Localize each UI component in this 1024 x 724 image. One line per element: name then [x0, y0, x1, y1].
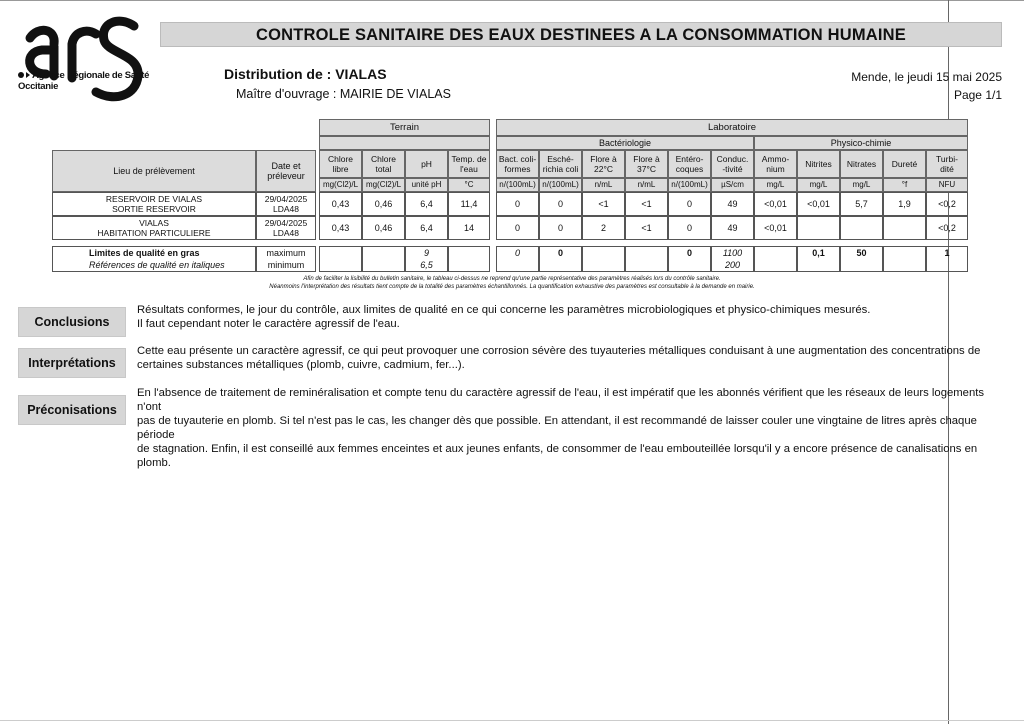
- row-0-val-7-text: <1: [641, 199, 652, 209]
- row-1-val-6-text: 2: [600, 223, 606, 233]
- max-val-12-text: 50: [856, 248, 867, 258]
- param-name-4: [496, 150, 539, 178]
- interpretations-text: Cette eau présente un caractère agressif, ce qui peut provoquer une corrosion sévère des tuyauteries métalliques conduisant à une augmentation des concentrations de certaines substances métalliques (plomb, cuivre, cadmium, fer...).: [137, 345, 981, 371]
- param-unit-1-text: mg(Cl2)/L: [365, 180, 402, 189]
- max-val-9: [711, 246, 754, 259]
- bacterio-header: [496, 136, 754, 150]
- table-note-2: Néanmoins l'interprétation des résultats tient compte de la totalité des paramètres échantillonnés. La quantification exhaustive des paramètres est consultable à la demande en mairie.: [269, 284, 755, 290]
- row-1-val-7-text: <1: [641, 223, 652, 233]
- min-val-9-text: 200: [724, 260, 741, 270]
- max-val-11: [797, 246, 840, 259]
- row-1-val-1-text: 0,46: [374, 223, 393, 233]
- param-name-12-text: Nitrates: [846, 159, 877, 169]
- max-val-8: [668, 246, 711, 259]
- lieu-header: [52, 150, 256, 192]
- row-0-val-13: [883, 192, 926, 216]
- param-unit-4: [496, 178, 539, 192]
- param-name-2: [405, 150, 448, 178]
- row-0-val-12: [840, 192, 883, 216]
- laboratoire-header-text: Laboratoire: [707, 121, 757, 133]
- row-1-val-6: [582, 216, 625, 240]
- row-0-val-2: [405, 192, 448, 216]
- min-val-8: [668, 259, 711, 272]
- max-val-8-text: 0: [686, 248, 692, 258]
- param-name-10-text: Ammo- nium: [761, 154, 790, 174]
- row-0-val-14-text: <0,2: [938, 199, 956, 209]
- row-1-val-14-text: <0,2: [938, 223, 956, 233]
- row-1-val-4-text: 0: [514, 223, 520, 233]
- row-0-val-5: [539, 192, 582, 216]
- refs-label: [52, 259, 256, 272]
- param-unit-12-text: mg/L: [852, 180, 871, 189]
- param-unit-7: [625, 178, 668, 192]
- laboratoire-header: [496, 119, 968, 136]
- param-unit-6: [582, 178, 625, 192]
- min-val-12: [840, 259, 883, 272]
- max-val-13: [883, 246, 926, 259]
- row-0-lieu: [52, 192, 256, 216]
- row-0-val-1-text: 0,46: [374, 199, 393, 209]
- min-val-11: [797, 259, 840, 272]
- row-1-val-5: [539, 216, 582, 240]
- max-val-4: [496, 246, 539, 259]
- param-name-5-text: Esché- richia coli: [542, 154, 579, 174]
- row-1-val-3: [448, 216, 490, 240]
- param-unit-13-text: °f: [901, 180, 908, 189]
- limits-label: [52, 246, 256, 259]
- max-val-2: [405, 246, 448, 259]
- row-0-val-4: [496, 192, 539, 216]
- param-name-14-text: Turbi- dité: [936, 154, 958, 174]
- param-unit-11: [797, 178, 840, 192]
- param-name-14: [926, 150, 968, 178]
- param-name-11-text: Nitrites: [805, 159, 832, 169]
- param-unit-0: [319, 178, 362, 192]
- param-unit-3: [448, 178, 490, 192]
- row-1-val-13: [883, 216, 926, 240]
- row-0-val-5-text: 0: [557, 199, 563, 209]
- row-0-val-10: [754, 192, 797, 216]
- conclusions-label: Conclusions: [18, 307, 126, 337]
- terrain-header: [319, 119, 490, 136]
- page-title: CONTROLE SANITAIRE DES EAUX DESTINEES A LA CONSOMMATION HUMAINE: [160, 22, 1002, 47]
- physico-header-text: Physico-chimie: [830, 138, 892, 148]
- param-name-10: [754, 150, 797, 178]
- max-val-1: [362, 246, 405, 259]
- row-1-val-11: [797, 216, 840, 240]
- row-1-val-14: [926, 216, 968, 240]
- max-val-3: [448, 246, 490, 259]
- row-0-val-6-text: <1: [598, 199, 609, 209]
- param-name-9: [711, 150, 754, 178]
- max-val-0: [319, 246, 362, 259]
- param-unit-1: [362, 178, 405, 192]
- param-unit-3-text: °C: [464, 180, 474, 189]
- row-0-lieu-text: RESERVOIR DE VIALAS SORTIE RESERVOIR: [105, 194, 203, 214]
- param-name-0: [319, 150, 362, 178]
- param-unit-7-text: n/mL: [637, 180, 656, 189]
- param-name-4-text: Bact. coli- formes: [498, 154, 537, 174]
- date-header-text: Date et préleveur: [267, 161, 305, 181]
- bottom-rule: [0, 720, 1024, 721]
- param-name-1: [362, 150, 405, 178]
- date-header: [256, 150, 316, 192]
- min-val-0: [319, 259, 362, 272]
- limits-label-text: Limites de qualité en gras: [89, 248, 200, 258]
- param-unit-9: [711, 178, 754, 192]
- row-0-val-12-text: 5,7: [855, 199, 868, 209]
- page-number: Page 1/1: [953, 88, 1002, 102]
- row-1-val-10: [754, 216, 797, 240]
- param-name-13-text: Dureté: [891, 159, 918, 169]
- table-note-1: Afin de faciliter la lisibilité du bulletin sanitaire, le tableau ci-dessus ne reprend qu'une partie représentative des paramètres réalisés lors du contrôle sanitaire.: [303, 276, 721, 282]
- param-unit-2: [405, 178, 448, 192]
- row-0-val-11: [797, 192, 840, 216]
- max-val-6: [582, 246, 625, 259]
- max-label-text: maximum: [266, 248, 306, 258]
- row-0-val-2-text: 6,4: [420, 199, 433, 209]
- max-label: [256, 246, 316, 259]
- row-1-val-5-text: 0: [557, 223, 563, 233]
- max-val-10: [754, 246, 797, 259]
- terrain-spacer: [319, 136, 490, 150]
- max-val-7: [625, 246, 668, 259]
- row-0-val-11-text: <0,01: [807, 199, 830, 209]
- param-name-9-text: Conduc. -tivité: [716, 154, 749, 174]
- param-name-11: [797, 150, 840, 178]
- param-name-6-text: Flore à 22°C: [590, 154, 617, 174]
- row-1-val-2: [405, 216, 448, 240]
- agency-line1: Agence Régionale de Santé: [32, 70, 150, 81]
- param-name-7-text: Flore à 37°C: [633, 154, 660, 174]
- max-val-12: [840, 246, 883, 259]
- param-unit-11-text: mg/L: [809, 180, 828, 189]
- distribution: Distribution de : VIALAS: [224, 66, 387, 82]
- row-1-val-7: [625, 216, 668, 240]
- param-name-6: [582, 150, 625, 178]
- maitre-ouvrage: Maître d'ouvrage : MAIRIE DE VIALAS: [236, 87, 451, 101]
- param-unit-10-text: mg/L: [766, 180, 785, 189]
- row-1-val-9-text: 49: [727, 223, 738, 233]
- max-val-4-text: 0: [514, 248, 520, 258]
- row-1-lieu-text: VIALAS HABITATION PARTICULIERE: [97, 218, 211, 238]
- param-name-1-text: Chlore total: [370, 154, 397, 174]
- row-1-val-12: [840, 216, 883, 240]
- row-0-date: [256, 192, 316, 216]
- param-unit-12: [840, 178, 883, 192]
- max-val-11-text: 0,1: [812, 248, 825, 258]
- row-0-val-9-text: 49: [727, 199, 738, 209]
- row-1-val-8-text: 0: [686, 223, 692, 233]
- preconisations-text: En l'absence de traitement de reminéralisation et compte tenu du caractère agressif de l'eau, il est impératif que les abonnés vérifient que les réseaux de leurs logements n'ont pas de tuyauterie en plomb. Si tel n'est pas le cas, les changer dès que possible. En attendant, il est recommandé de laisser couler une vingtaine de litres après chaque période de stagnation. Enfin, il est conseillé aux femmes enceintes et aux jeunes enfants, de consommer de l'eau embouteillée lorsqu'il y a encore présence de canalisations en plomb.: [137, 387, 985, 469]
- row-0-date-text: 29/04/2025 LDA48: [264, 194, 308, 214]
- max-val-9-text: 1100: [722, 248, 743, 258]
- row-0-val-0: [319, 192, 362, 216]
- param-unit-4-text: n/(100mL): [499, 180, 536, 189]
- row-1-date: [256, 216, 316, 240]
- param-unit-13: [883, 178, 926, 192]
- row-1-val-4: [496, 216, 539, 240]
- bacterio-header-text: Bactériologie: [598, 138, 652, 148]
- conclusions-text: Résultats conformes, le jour du contrôle, aux limites de qualité en ce qui concerne les paramètres microbiologiques et physico-chimiques mesurés. Il faut cependant noter le caractère agressif de l'eau.: [137, 304, 871, 330]
- param-name-2-text: pH: [421, 159, 432, 169]
- min-val-10: [754, 259, 797, 272]
- row-0-val-14: [926, 192, 968, 216]
- max-val-2-text: 9: [423, 248, 429, 258]
- interpretations-label: Interprétations: [18, 348, 126, 378]
- max-val-5-text: 0: [557, 248, 563, 258]
- row-1-val-3-text: 14: [463, 223, 474, 233]
- param-name-7: [625, 150, 668, 178]
- row-0-val-0-text: 0,43: [331, 199, 350, 209]
- physico-header: [754, 136, 968, 150]
- row-0-val-9: [711, 192, 754, 216]
- max-val-14-text: 1: [944, 248, 950, 258]
- row-0-val-6: [582, 192, 625, 216]
- row-0-val-3-text: 11,4: [460, 199, 478, 209]
- row-0-val-10-text: <0,01: [764, 199, 787, 209]
- row-0-val-7: [625, 192, 668, 216]
- min-val-5: [539, 259, 582, 272]
- row-1-val-1: [362, 216, 405, 240]
- param-name-8: [668, 150, 711, 178]
- min-val-3: [448, 259, 490, 272]
- param-name-13: [883, 150, 926, 178]
- row-0-val-13-text: 1,9: [898, 199, 911, 209]
- min-label: [256, 259, 316, 272]
- param-unit-0-text: mg(Cl2)/L: [322, 180, 359, 189]
- param-name-12: [840, 150, 883, 178]
- min-val-4: [496, 259, 539, 272]
- param-name-3: [448, 150, 490, 178]
- param-name-3-text: Temp. de l'eau: [451, 154, 487, 174]
- row-0-val-4-text: 0: [514, 199, 520, 209]
- param-unit-14: [926, 178, 968, 192]
- min-label-text: minimum: [267, 260, 305, 270]
- row-0-val-1: [362, 192, 405, 216]
- row-0-val-3: [448, 192, 490, 216]
- row-1-val-0: [319, 216, 362, 240]
- date-line: Mende, le jeudi 15 mai 2025: [851, 70, 1002, 84]
- max-val-5: [539, 246, 582, 259]
- param-unit-14-text: NFU: [938, 180, 956, 189]
- param-unit-6-text: n/mL: [594, 180, 613, 189]
- row-1-val-0-text: 0,43: [331, 223, 350, 233]
- row-1-date-text: 29/04/2025 LDA48: [264, 218, 308, 238]
- row-1-val-2-text: 6,4: [420, 223, 433, 233]
- min-val-1: [362, 259, 405, 272]
- refs-label-text: Références de qualité en italiques: [89, 260, 225, 270]
- min-val-2: [405, 259, 448, 272]
- min-val-2-text: 6,5: [420, 260, 433, 270]
- min-val-13: [883, 259, 926, 272]
- param-unit-5-text: n/(100mL): [542, 180, 579, 189]
- min-val-7: [625, 259, 668, 272]
- param-name-0-text: Chlore libre: [327, 154, 354, 174]
- param-unit-5: [539, 178, 582, 192]
- param-name-5: [539, 150, 582, 178]
- agency-line2: Occitanie: [18, 81, 59, 92]
- param-name-8-text: Entéro- coques: [675, 154, 704, 174]
- terrain-header-text: Terrain: [389, 121, 420, 133]
- param-unit-10: [754, 178, 797, 192]
- row-0-val-8-text: 0: [686, 199, 692, 209]
- results-table: [0, 0, 1024, 300]
- row-1-val-10-text: <0,01: [764, 223, 787, 233]
- max-val-14: [926, 246, 968, 259]
- min-val-14: [926, 259, 968, 272]
- param-unit-9-text: µS/cm: [721, 180, 744, 189]
- row-0-val-8: [668, 192, 711, 216]
- lieu-header-text: Lieu de prélèvement: [113, 166, 195, 176]
- param-unit-8: [668, 178, 711, 192]
- param-unit-8-text: n/(100mL): [671, 180, 708, 189]
- min-val-9: [711, 259, 754, 272]
- min-val-6: [582, 259, 625, 272]
- row-1-lieu: [52, 216, 256, 240]
- param-unit-2-text: unité pH: [411, 180, 442, 189]
- row-1-val-8: [668, 216, 711, 240]
- row-1-val-9: [711, 216, 754, 240]
- preconisations-label: Préconisations: [18, 395, 126, 425]
